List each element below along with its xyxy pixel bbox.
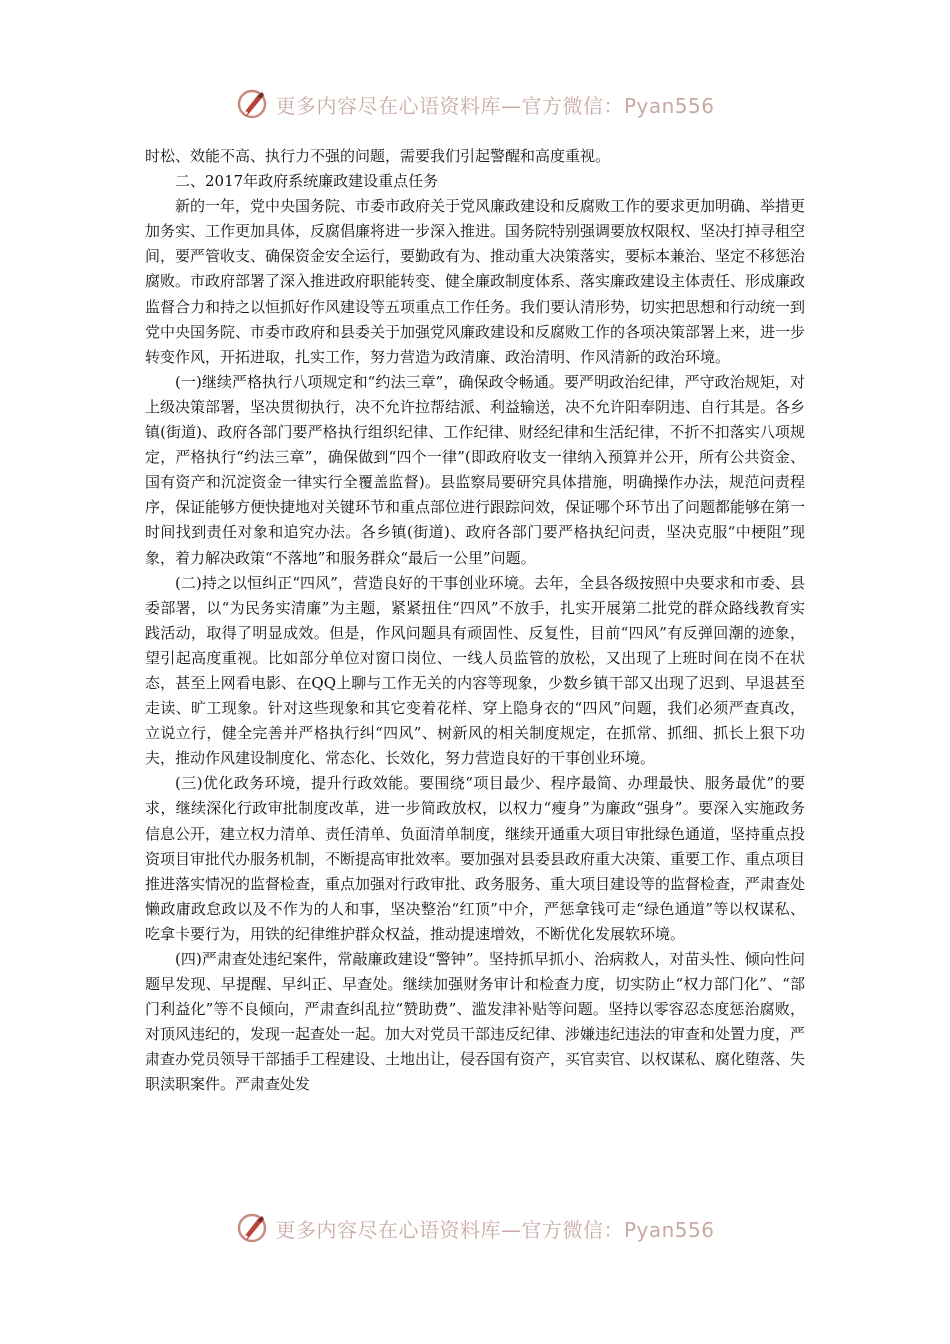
header-watermark-banner [0, 82, 950, 126]
section-heading: 二、2017年政府系统廉政建设重点任务 [175, 172, 439, 191]
watermark-text: 更多内容尽在心语资料库—官方微信：Pyan556 [275, 93, 715, 118]
paragraph: (二)持之以恒纠正“四风”，营造良好的干事创业环境。去年，全县各级按照中央要求和市委、县委部署，以“为民务实清廉”为主题，紧紧扭住“四风”不放手，扎实开展第二批党的群众路线教育实践活动，取得了明显成效。但是，作风问题具有顽固性、反复性，目前“四风”有反弹回潮的迹象，望引起高度重视。比如部分单位对窗口岗位、一线人员监管的放松，又出现了上班时间在岗不在状态，甚至上网看电影、在QQ上聊与工作无关的内容等现象，少数乡镇干部又出现了迟到、早退甚至走读、旷工现象。针对这些现象和其它变着花样、穿上隐身衣的“四风”问题，我们必须严查真改，立说立行，健全完善并严格执行纠“四风”、树新风的相关制度规定，在抓常、抓细、抓长上狠下功夫，推动作风建设制度化、常态化、长效化，努力营造良好的干事创业环境。 [145, 573, 805, 768]
footer-watermark-banner [0, 1206, 950, 1250]
pen-nib-circle-icon [235, 1211, 269, 1245]
watermark-text: 更多内容尽在心语资料库—官方微信：Pyan556 [275, 1217, 715, 1242]
paragraph: 新的一年，党中央国务院、市委市政府关于党风廉政建设和反腐败工作的要求更加明确、举措更加务实、工作更加具体，反腐倡廉将进一步深入推进。国务院特别强调要放权限权、坚决打掉寻租空间，要严管收支、确保资金安全运行，要勤政有为、推动重大决策落实，要标本兼治、坚定不移惩治腐败。市政府部署了深入推进政府职能转变、健全廉政制度体系、落实廉政建设主体责任、形成廉政监督合力和持之以恒抓好作风建设等五项重点工作任务。我们要认清形势，切实把思想和行动统一到党中央国务院、市委市政府和县委关于加强党风廉政建设和反腐败工作的各项决策部署上来，进一步转变作风，开拓进取，扎实工作，努力营造为政清廉、政治清明、作风清新的政治环境。 [145, 197, 806, 366]
pen-nib-circle-icon [235, 87, 269, 121]
document-body [145, 144, 805, 1098]
paragraph: (三)优化政务环境，提升行政效能。要围绕“项目最少、程序最简、办理最快、服务最优”的要求，继续深化行政审批制度改革，进一步简政放权，以权力“瘦身”为廉政“强身”。要深入实施政务信息公开，建立权力清单、责任清单、负面清单制度，继续开通重大项目审批绿色通道，坚持重点投资项目审批代办服务机制，不断提高审批效率。要加强对县委县政府重大决策、重要工作、重点项目推进落实情况的监督检查，重点加强对行政审批、政务服务、重大项目建设等的监督检查，严肃查处懒政庸政怠政以及不作为的人和事，坚决整治“红顶”中介，严惩拿钱可走“绿色通道”等以权谋私、吃拿卡要行为，用铁的纪律维护群众权益，推动提速增效，不断优化发展软环境。 [145, 774, 806, 943]
paragraph: (四)严肃查处违纪案件，常敲廉政建设“警钟”。坚持抓早抓小、治病救人，对苗头性、倾向性问题早发现、早提醒、早纠正、早查处。继续加强财务审计和检查力度，切实防止“权力部门化”、“部门利益化”等不良倾向，严肃查纠乱拉“赞助费”、滥发津补贴等问题。坚持以零容忍态度惩治腐败，对顶风违纪的，发现一起查处一起。加大对党员干部违反纪律、涉嫌违纪违法的审查和处置力度，严肃查办党员领导干部插手工程建设、土地出让，侵吞国有资产，买官卖官、以权谋私、腐化堕落、失职渎职案件。严肃查处发 [145, 950, 806, 1094]
paragraph-continuation: 时松、效能不高、执行力不强的问题，需要我们引起警醒和高度重视。 [145, 147, 611, 165]
paragraph: (一)继续严格执行八项规定和“约法三章”，确保政令畅通。要严明政治纪律，严守政治规矩，对上级决策部署，坚决贯彻执行，决不允许拉帮结派、利益输送，决不允许阳奉阴违、自行其是。各乡镇(街道)、政府各部门要严格执行组织纪律、工作纪律、财经纪律和生活纪律，不折不扣落实八项规定，严格执行“约法三章”，确保做到“四个一律”(即政府收支一律纳入预算并公开，所有公共资金、国有资产和沉淀资金一律实行全覆盖监督)。县监察局要研究具体措施，明确操作办法，规范问责程序，保证能够方便快捷地对关键环节和重点部位进行跟踪问效，保证哪个环节出了问题都能够在第一时间找到责任对象和追究办法。各乡镇(街道)、政府各部门要严格执纪问责，坚决克服“中梗阻”现象，着力解决政策“不落地”和服务群众“最后一公里”问题。 [145, 372, 806, 567]
